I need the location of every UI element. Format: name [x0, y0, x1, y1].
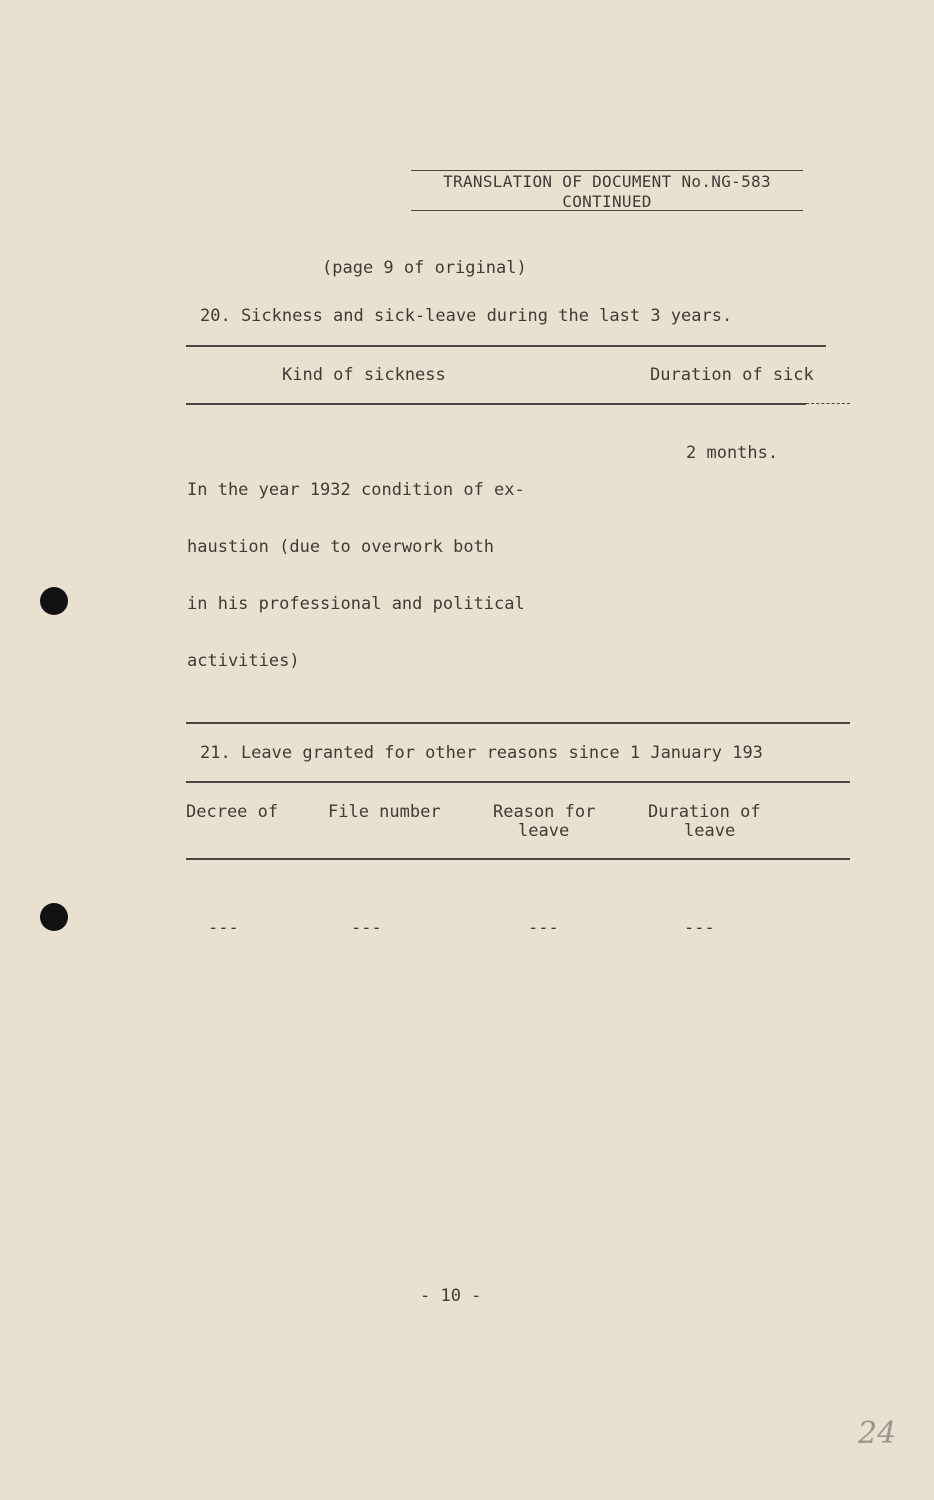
column-decree-of: Decree of: [186, 802, 279, 822]
page-number: - 10 -: [420, 1286, 482, 1306]
sickness-duration: 2 months.: [686, 443, 779, 463]
header-title: TRANSLATION OF DOCUMENT No.NG-583: [443, 172, 771, 191]
column-duration-line-1: Duration of: [648, 802, 761, 822]
sickness-line-3: in his professional and political: [187, 594, 525, 614]
sickness-line-4: activities): [187, 651, 300, 671]
sickness-line-1: In the year 1932 condition of ex-: [187, 480, 525, 500]
section-20-bottom-rule: [186, 722, 850, 724]
page-reference: (page 9 of original): [322, 258, 527, 278]
section-21-top-rule: [186, 781, 850, 783]
column-file-number: File number: [328, 802, 441, 822]
header-subtitle: CONTINUED: [562, 192, 652, 211]
sickness-line-2: haustion (due to overwork both: [187, 537, 495, 557]
section-21-title: 21. Leave granted for other reasons since 1 January 193: [200, 743, 763, 763]
empty-decree: ---: [208, 918, 239, 938]
section-20-header-rule-tail: [806, 403, 850, 404]
handwritten-page-number: 24: [858, 1416, 897, 1451]
empty-duration: ---: [684, 918, 715, 938]
section-21-header-rule: [186, 858, 850, 860]
header-top-rule: [411, 170, 803, 171]
section-20-header-rule: [186, 403, 806, 405]
column-duration-line-2: leave: [684, 821, 736, 841]
empty-reason: ---: [528, 918, 559, 938]
sickness-description: [187, 443, 525, 709]
punch-hole-bottom: [40, 903, 68, 931]
column-reason-line-1: Reason for: [493, 802, 596, 822]
column-kind-of-sickness: Kind of sickness: [282, 365, 446, 385]
section-20-title: 20. Sickness and sick-leave during the last 3 years.: [200, 306, 733, 326]
column-duration-of-sickness: Duration of sick: [650, 365, 814, 385]
empty-file-number: ---: [351, 918, 382, 938]
section-20-top-rule: [186, 345, 826, 347]
header-bottom-rule: [411, 210, 803, 211]
column-reason-line-2: leave: [518, 821, 570, 841]
punch-hole-top: [40, 587, 68, 615]
